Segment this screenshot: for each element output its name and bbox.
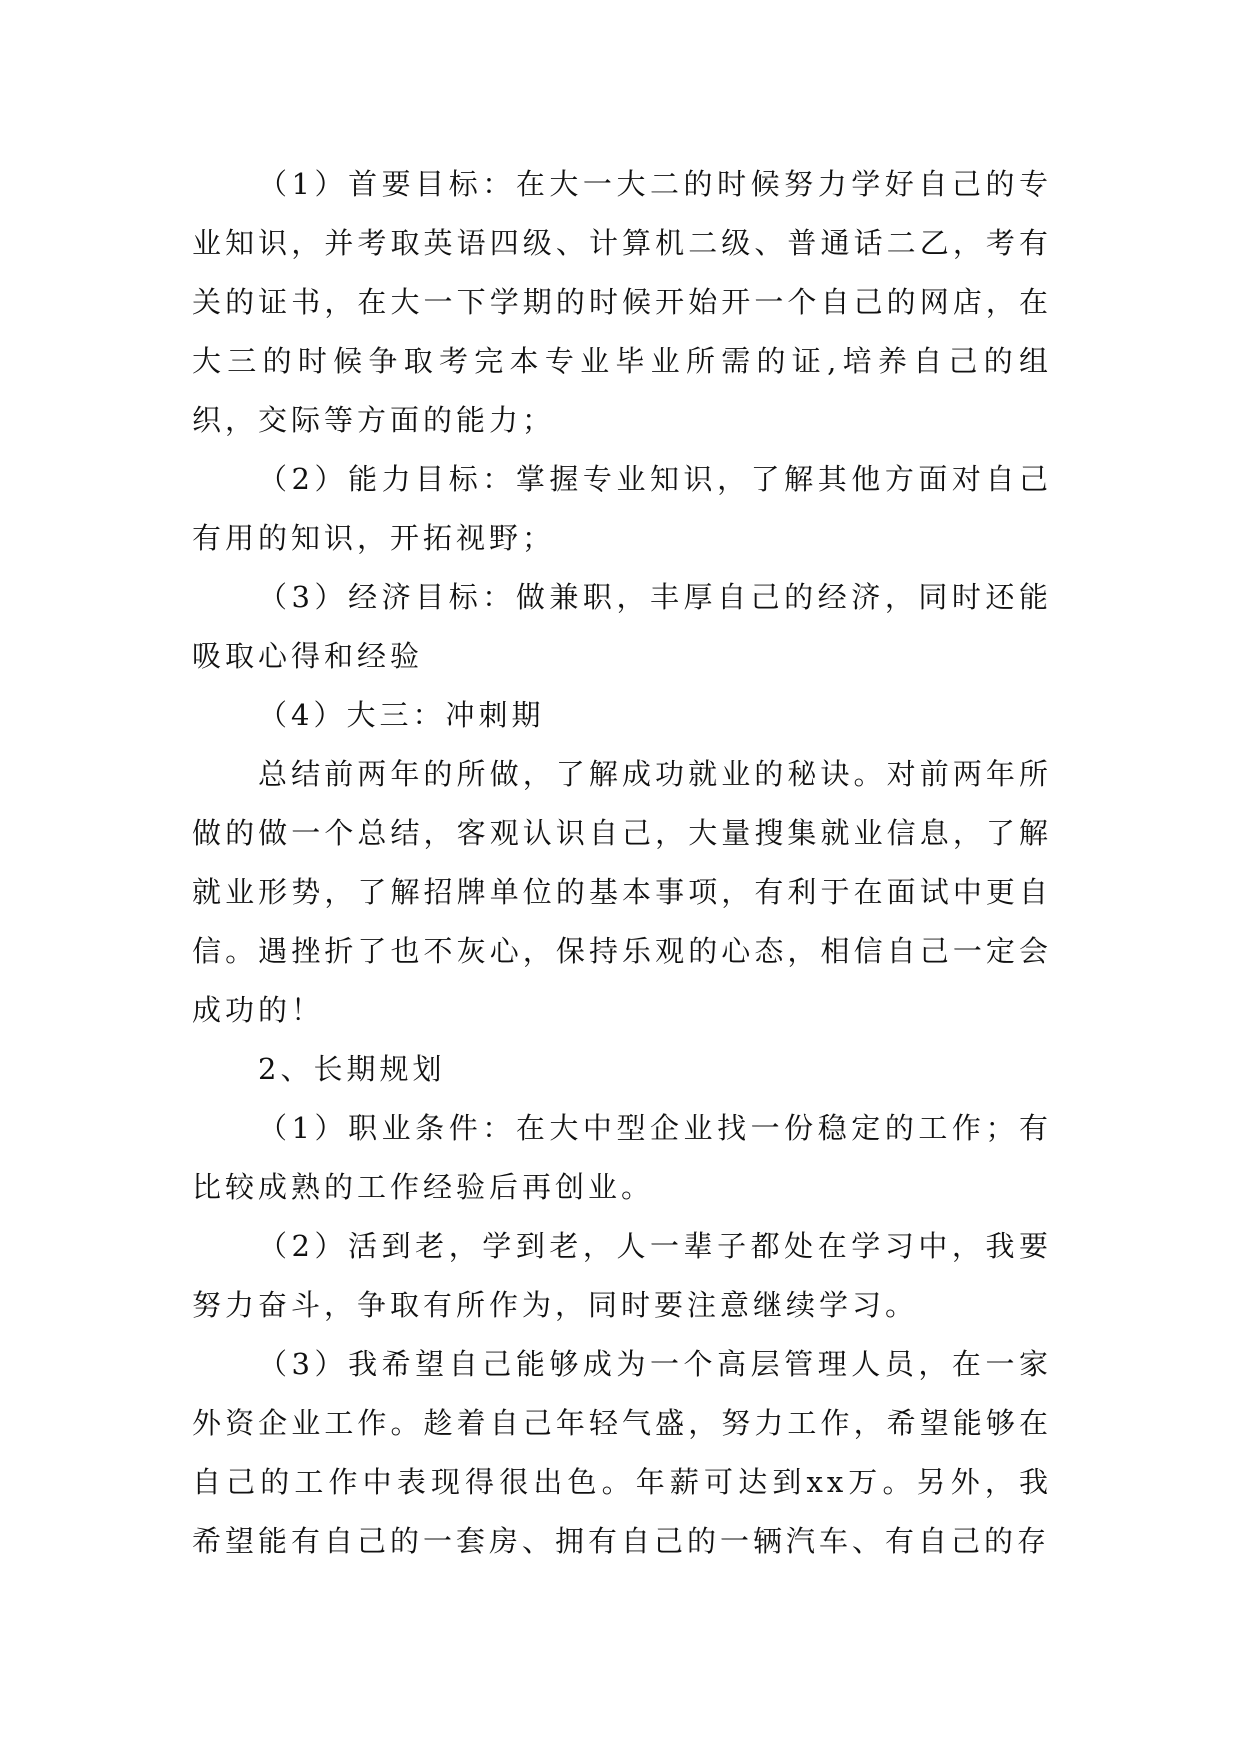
paragraph-personal-aspiration: （3）我希望自己能够成为一个高层管理人员，在一家外资企业工作。趁着自己年轻气盛，努力工作，希望能够在自己的工作中表现得很出色。年薪可达到xx万。另外，我希望能有自己的一套房、拥有自己的一辆汽车、有自己的存 bbox=[192, 1347, 1052, 1558]
paragraph-lifelong-learning: （2）活到老，学到老，人一辈子都处在学习中，我要努力奋斗，争取有所作为，同时要注意继续学习。 bbox=[192, 1229, 1052, 1322]
paragraph-ability-goal: （2）能力目标：掌握专业知识，了解其他方面对自己有用的知识，开拓视野； bbox=[192, 462, 1052, 555]
paragraph-career-conditions: （1）职业条件：在大中型企业找一份稳定的工作；有比较成熟的工作经验后再创业。 bbox=[192, 1111, 1052, 1204]
paragraph-summary: 总结前两年的所做，了解成功就业的秘诀。对前两年所做的做一个总结，客观认识自己，大量搜集就业信息，了解就业形势，了解招牌单位的基本事项，有利于在面试中更自信。遇挫折了也不灰心，保持乐观的心态，相信自己一定会成功的！ bbox=[192, 757, 1052, 1027]
paragraph-primary-goal: （1）首要目标：在大一大二的时候努力学好自己的专业知识，并考取英语四级、计算机二级、普通话二乙，考有关的证书，在大一下学期的时候开始开一个自己的网店，在大三的时候争取考完本专业毕业所需的证,培养自己的组织，交际等方面的能力； bbox=[192, 167, 1052, 437]
paragraph-junior-year-heading: （4）大三：冲刺期 bbox=[258, 698, 545, 732]
paragraph-economic-goal: （3）经济目标：做兼职，丰厚自己的经济，同时还能吸取心得和经验 bbox=[192, 580, 1052, 673]
section-heading-long-term-plan: 2、长期规划 bbox=[258, 1052, 446, 1086]
document-body bbox=[192, 155, 1052, 1571]
